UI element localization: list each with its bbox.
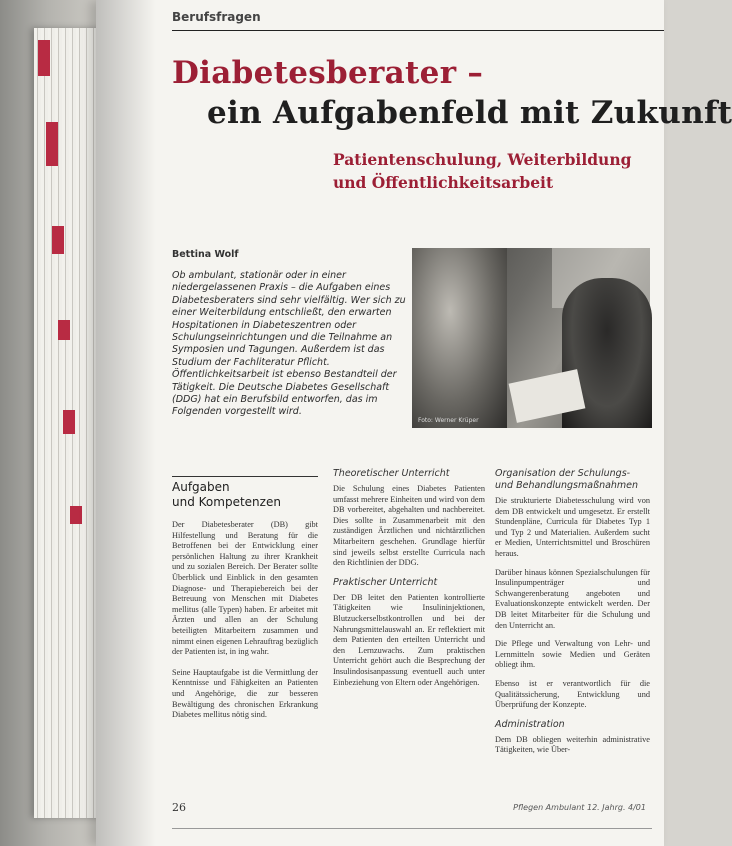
paragraph: Seine Hauptaufgabe ist die Vermittlung der Kenntnisse und Fähigkeiten an Patienten und Angehörige, die zur besseren Bewältigung des chronischen Erkrankung Diabetes mellitus nötig sind.: [172, 667, 318, 720]
subheading: Organisation der Schulungs- und Behandlungsmaßnahmen: [495, 468, 639, 491]
journal-footer: Pflegen Ambulant 12. Jahrg. 4/01: [513, 803, 646, 812]
column-2: [333, 468, 485, 696]
paragraph: Ebenso ist er verantwortlich für die Qualitätssicherung, Entwicklung und Überprüfung der Konzepte.: [495, 678, 650, 710]
subheading: Theoretischer Unterricht: [333, 468, 450, 479]
subheading: Praktischer Unterricht: [333, 576, 438, 588]
photo-person-left: [412, 248, 507, 428]
lead-paragraph: Ob ambulant, stationär oder in einer niedergelassenen Praxis – die Aufgaben eines Diabetesberaters sind sehr vielfältig. Wer sich zu einer Weiterbildung entschließt, den erwarten Hospitationen in Diabeteszentren oder Schulungseinrichtungen und die Teilnahme an Symposien und Tagungen. Außerdem ist das Studium der Fachliteratur Pflicht. Öffentlichkeitsarbeit ist ebenso Bestandteil der Tätigkeit. Die Deutsche Diabetes Gesellschaft (DDG) hat ein Berufsbild entworfen, das im Folgenden vorgestellt wird.: [172, 270, 406, 418]
paragraph: Darüber hinaus können Spezialschulungen für Insulinpumpenträger und Schwangerenberatung angeboten und Evaluationskonzepte entwickelt werden. Der DB leitet Mitarbeiter für die Schulung und den Unterricht an.: [495, 567, 650, 630]
column-1: [172, 468, 318, 729]
section-heading-line-2: und Kompetenzen: [172, 495, 281, 509]
subheading: Administration: [495, 718, 565, 730]
running-head: Berufsfragen: [172, 10, 664, 31]
paragraph: Der DB leitet den Patienten kontrollierte Tätigkeiten wie Insulininjektionen, Blutzuckerselbstkontrollen und bei der Nahrungsmittelauswahl an. Er reflektiert mit dem Patienten den erteilten Unterricht und den Lernzuwachs. Zum praktischen Unterricht gehört auch die Besprechung der Insulindosisanpassung eventuell auch unter Einbeziehung von Eltern oder Angehörigen.: [333, 592, 485, 687]
footer-rule: [172, 828, 652, 829]
paragraph: Der Diabetesberater (DB) gibt Hilfestellung und Beratung für die Betroffenen bei der Entwicklung einer persönlichen Haltung zu ihrer Krankheit und zu sozialen Bereich. Der Berater sollte Überblick und Einblick in den gesamten Diagnose- und Therapiebereich bei der Betreuung von Menschen mit Diabetes mellitus (alle Typen) haben. Er arbeitet mit Ärzten und allen an der Schulung beteiligten Mitarbeitern zusammen und nimmt einen eigenen Lehrauftrag bezüglich der Patienten ist, in ing wahr.: [172, 520, 318, 657]
page-number: 26: [172, 801, 186, 814]
subtitle-line-1: Patientenschulung, Weiterbildung: [333, 150, 632, 169]
section-heading: [172, 480, 318, 510]
page-tab: [52, 226, 64, 254]
page-tab: [46, 122, 58, 166]
subtitle: [333, 148, 653, 194]
title-line-2: ein Aufgabenfeld mit Zukunft: [207, 95, 732, 131]
paragraph: Die strukturierte Diabetesschulung wird von dem DB entwickelt und umgesetzt. Er erstellt Stundenpläne, Curricula für Diabetes Typ 1 und Typ 2 und Materialien. Außerdem sucht er Medien, Unterrichtsmittel und Broschüren heraus.: [495, 496, 650, 558]
title-line-1: Diabetesberater –: [172, 55, 484, 91]
article-photo: [412, 248, 650, 428]
page-tab: [70, 506, 82, 524]
author: Bettina Wolf: [172, 249, 239, 260]
photo-credit: Foto: Werner Krüper: [418, 417, 479, 424]
section-heading-line-1: Aufgaben: [172, 480, 230, 494]
paragraph: Die Pflege und Verwaltung von Lehr- und Lernmitteln sowie Medien und Geräten obliegt ihm.: [495, 639, 650, 670]
page-tab: [38, 40, 50, 76]
page-tab: [63, 410, 75, 434]
paragraph: Dem DB obliegen weiterhin administrative Tätigkeiten, wie Über-: [495, 734, 650, 755]
page-shadow: [96, 0, 156, 846]
subtitle-line-2: und Öffentlichkeitsarbeit: [333, 173, 554, 192]
paragraph: Die Schulung eines Diabetes Patienten umfasst mehrere Einheiten und wird von dem DB vorbereitet, abgehalten und nachbereitet. Dies sollte in Zusammenarbeit mit den zuständigen Ärztlichen und nichtärztlichen Mitarbeitern geschehen. Grundlage hierfür sind jeweils selbst erstellte Curricula nach den Richtlinien der DDG.: [333, 484, 485, 568]
page-tab: [58, 320, 70, 340]
column-3: [495, 468, 650, 764]
